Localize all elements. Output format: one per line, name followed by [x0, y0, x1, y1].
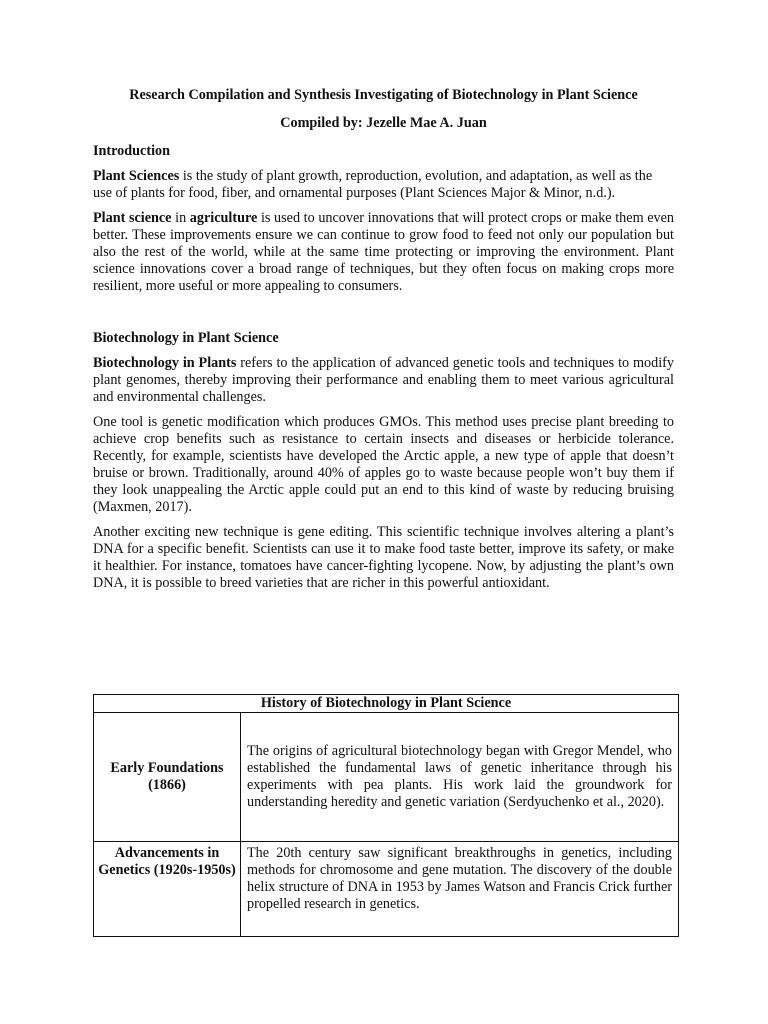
- term-biotechnology-in-plants: Biotechnology in Plants: [93, 355, 237, 371]
- biotech-paragraph-1: [93, 355, 674, 406]
- introduction-paragraph-2: [93, 210, 674, 295]
- introduction-paragraph-1-text: is the study of plant growth, reproduction, evolution, and adaptation, as well as the use of plants for food, fiber, and ornamental purposes (Plant Sciences Major & Minor, n.d.).: [93, 168, 653, 201]
- spacer: [93, 303, 674, 330]
- biotech-paragraph-2: One tool is genetic modification which produces GMOs. This method uses precise plant breeding to achieve crop benefits such as resistance to certain insects and diseases or herbicide tolerance. Recently, for example, scientists have developed the Arctic apple, a new type of apple that doesn’t bruise or brown. Traditionally, around 40% of apples go to waste because people won’t buy them if they look unappealing the Arctic apple could put an end to this kind of waste by reducing bruising (Maxmen, 2017).: [93, 414, 674, 515]
- biotech-heading: Biotechnology in Plant Science: [93, 330, 279, 346]
- introduction-paragraph-2-text: is used to uncover innovations that will protect crops or make them even better. These improvements ensure we can continue to grow food to feed not only our population but also the rest of the world, while at the same time protecting or improving the environment. Plant science innovations cover a broad range of techniques, but they often focus on making crops more resilient, more useful or more appealing to consumers.: [93, 210, 675, 294]
- table-header-row: [94, 695, 679, 713]
- row-label: Early Foundations (1866): [94, 713, 241, 842]
- row-description: The origins of agricultural biotechnology began with Gregor Mendel, who established the fundamental laws of genetic inheritance through his experiments with pea plants. His work laid the groundwork for understanding heredity and genetic variation (Serdyuchenko et al., 2020).: [241, 713, 679, 842]
- biotech-paragraph-3: Another exciting new technique is gene editing. This scientific technique involves altering a plant’s DNA for a specific benefit. Scientists can use it to make food taste better, improve its safety, or make it healthier. For instance, tomatoes have cancer-fighting lycopene. Now, by adjusting the plant’s own DNA, it is possible to breed varieties that are richer in this powerful antioxidant.: [93, 524, 674, 591]
- table-row: [94, 842, 679, 937]
- table-row: [94, 713, 679, 842]
- document-title: Research Compilation and Synthesis Investigating of Biotechnology in Plant Science: [129, 87, 638, 103]
- term-plant-science: Plant science: [93, 210, 172, 226]
- document-body: [93, 87, 674, 600]
- term-agriculture: agriculture: [189, 210, 258, 226]
- table-header: History of Biotechnology in Plant Science: [94, 695, 679, 713]
- compiled-by: Compiled by: Jezelle Mae A. Juan: [280, 115, 487, 131]
- row-description: The 20th century saw significant breakthroughs in genetics, including methods for chromosome and gene mutation. The discovery of the double helix structure of DNA in 1953 by James Watson and Francis Crick further propelled research in genetics.: [241, 842, 679, 937]
- row-label: Advancements in Genetics (1920s-1950s): [94, 842, 241, 937]
- term-plant-sciences: Plant Sciences: [93, 168, 180, 184]
- introduction-paragraph-1: [93, 168, 674, 202]
- history-table: [93, 694, 679, 937]
- connector-in: in: [171, 210, 190, 226]
- biotech-paragraph-1-text: refers to the application of advanced genetic tools and techniques to modify plant genomes, thereby improving their performance and enabling them to meet various agricultural and environmental challenges.: [93, 355, 674, 405]
- introduction-heading: Introduction: [93, 143, 170, 159]
